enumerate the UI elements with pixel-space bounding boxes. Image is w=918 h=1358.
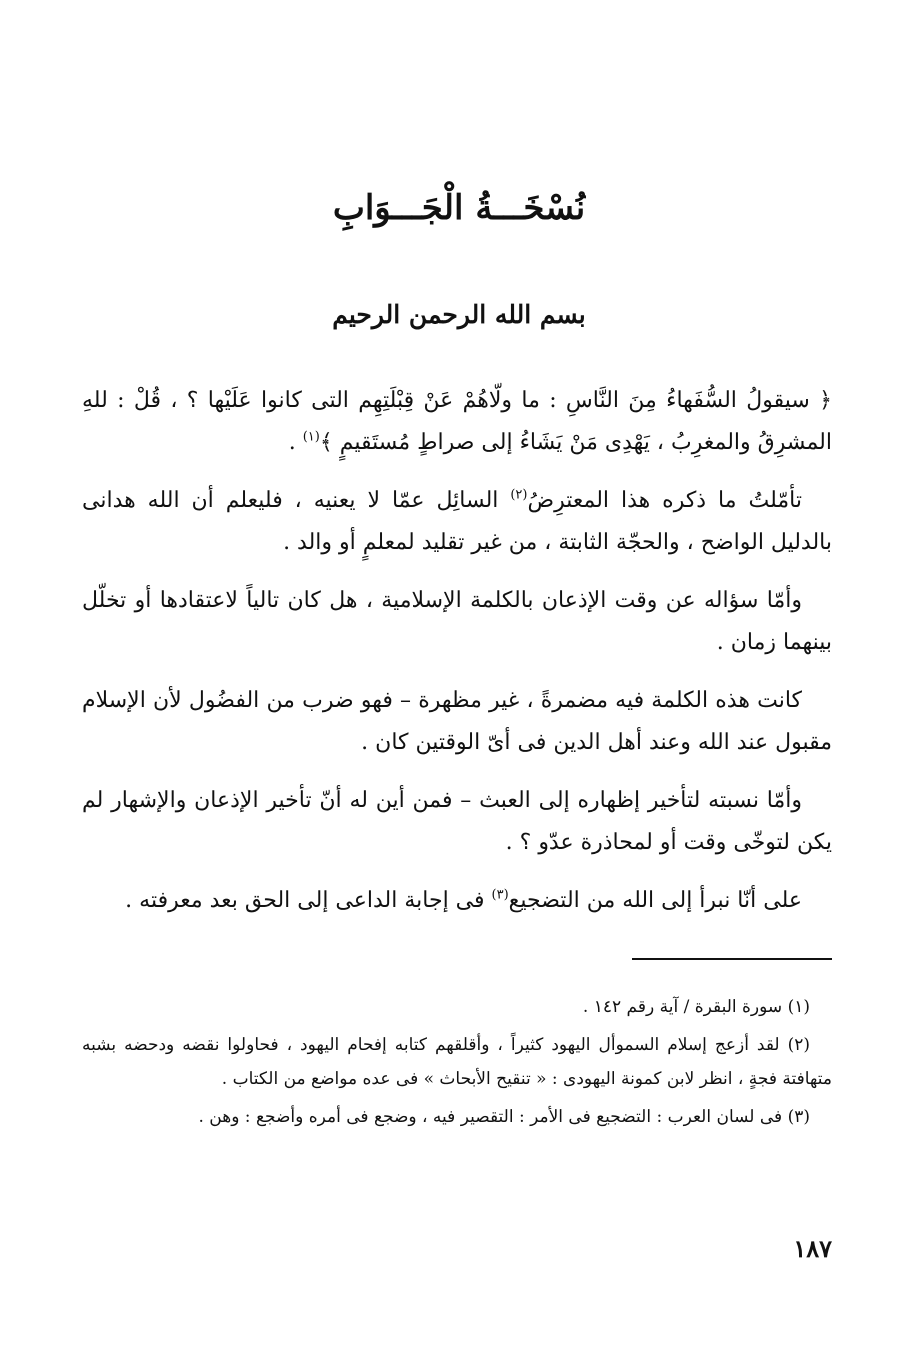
- page-number: ١٨٧: [793, 1234, 832, 1263]
- footnote-marker-1[interactable]: (١): [302, 429, 320, 445]
- paragraph-conclusion-start: على أنّا نبرأ إلى الله من التضجيع: [508, 888, 802, 913]
- footnote-marker-3[interactable]: (٣): [491, 887, 509, 903]
- body-text: [82, 380, 832, 938]
- paragraph-question-time: وأمّا سؤاله عن وقت الإذعان بالكلمة الإسلامية ، هل كان تالياً لاعتقادها أو تخلّل بينهما زمان .: [82, 588, 832, 655]
- quran-verse-end: .: [288, 430, 303, 455]
- paragraph-reflection-rest: السائِل عمّا لا يعنيه ، فليعلم أن الله هدانى بالدليل الواضح ، والحجّة الثابتة ، من غير تقليد لمعلمٍ أو والد .: [82, 488, 832, 555]
- footnote-marker-2[interactable]: (٢): [510, 487, 528, 503]
- footnotes-section: [82, 990, 832, 1138]
- paragraph-quran-verse: [82, 380, 832, 464]
- paragraph-conclusion: [82, 880, 832, 922]
- footnote-2: (٢) لقد أزعج إسلام السموأل اليهود كثيراً ، وأقلقهم كتابه إفحام اليهود ، فحاولوا نقضه ودحضه بشبه متهافتة فجةٍ ، انظر لابن كمونة اليهودى : « تنقيح الأبحاث » فى عده مواضع من الكتاب .: [82, 1035, 832, 1089]
- paragraph-reflection: [82, 480, 832, 564]
- page-title: نُسْخَـــةُ الْجَـــوَابِ: [332, 188, 586, 228]
- paragraph-conclusion-rest: فى إجابة الداعى إلى الحق بعد معرفته .: [125, 888, 492, 913]
- paragraph-hidden-word: كانت هذه الكلمة فيه مضمرةً ، غير مظهرة – فهو ضرب من الفضُول لأن الإسلام مقبول عند الله وعند أهل الدين فى أىّ الوقتين كان .: [82, 688, 832, 755]
- footnote-divider: [632, 958, 832, 960]
- paragraph-reflection-start: تأمّلتُ ما ذكره هذا المعترِضُ: [527, 488, 802, 513]
- basmala-heading: بسم الله الرحمن الرحيم: [332, 300, 586, 329]
- quran-verse-text: ﴿ سيقولُ السُّفَهاءُ مِنَ النَّاسِ : ما ولّاهُمْ عَنْ قِبْلَتِهِم التى كانوا عَلَيْها ؟ ، قُلْ : للهِ المشرِقُ والمغرِبُ ، يَهْدِى مَنْ يَشَاءُ إلى صراطٍ مُستَقيمٍ ﴾: [82, 388, 832, 455]
- footnote-1: (١) سورة البقرة / آية رقم ١٤٢ .: [582, 997, 810, 1017]
- paragraph-delay: وأمّا نسبته لتأخير إظهاره إلى العبث – فمن أين له أنّ تأخير الإذعان والإشهار لم يكن لتوخّى وقت أو لمحاذرة عدّو ؟ .: [82, 788, 832, 855]
- footnote-3: (٣) فى لسان العرب : التضجيع فى الأمر : التقصير فيه ، وضجع فى أمره وأضجع : وهن .: [198, 1107, 810, 1127]
